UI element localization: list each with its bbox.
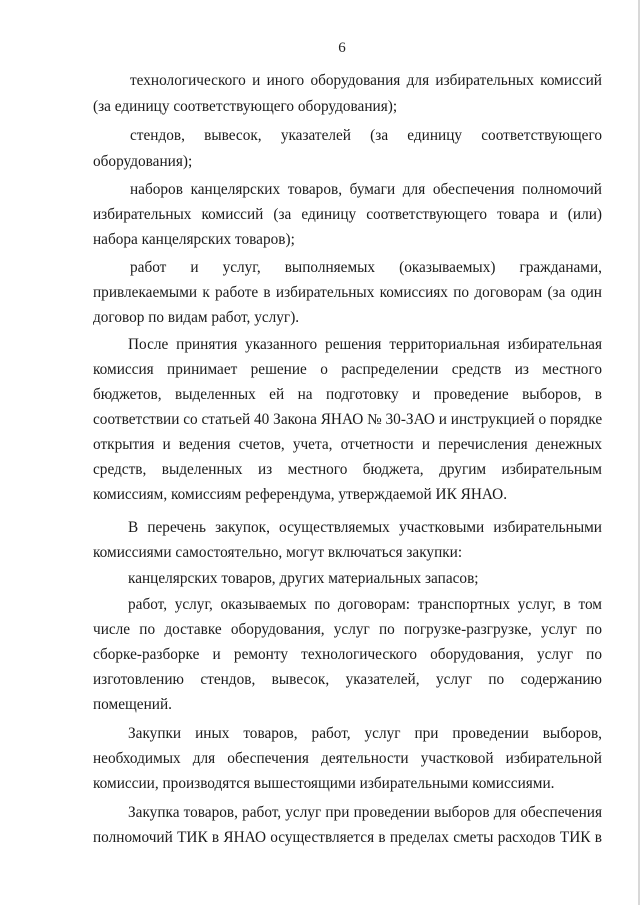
text-line: набора канцелярских товаров);: [93, 231, 295, 248]
text-line: комиссия принимает решение о распределении средств из местного: [93, 361, 602, 378]
text-line: договор по видам работ, услуг).: [93, 309, 300, 326]
text-line: необходимых для обеспечения деятельности участковой избирательной: [93, 750, 602, 767]
text-line: комиссиям, комиссиям референдума, утверждаемой ИК ЯНАО.: [93, 486, 508, 503]
text-line: средств, выделенных из местного бюджета, другим избирательным: [93, 461, 602, 478]
text-line: избирательных комиссий (за единицу соответствующего товара и (или): [93, 206, 602, 223]
text-line: Закупки иных товаров, работ, услуг при проведении выборов,: [128, 725, 602, 742]
text-line: технологического и иного оборудования для избирательных комиссий: [130, 72, 602, 89]
text-line: комиссиями самостоятельно, могут включаться закупки:: [93, 544, 463, 561]
text-line: наборов канцелярских товаров, бумаги для обеспечения полномочий: [130, 181, 602, 198]
text-line: числе по доставке оборудования, услуг по погрузке-разгрузке, услуг по: [93, 621, 602, 638]
text-line: работ и услуг, выполняемых (оказываемых) гражданами,: [130, 259, 602, 276]
text-line: привлекаемыми к работе в избирательных комиссиях по договорам (за один: [93, 284, 602, 301]
text-line: оборудования);: [93, 153, 193, 170]
page-number: 6: [338, 40, 346, 56]
text-line: После принятия указанного решения территориальная избирательная: [128, 336, 602, 353]
text-line: сборке-разборке и ремонту технологического оборудования, услуг по: [93, 646, 602, 663]
text-line: помещений.: [93, 696, 172, 713]
text-line: канцелярских товаров, других материальных запасов;: [128, 570, 479, 587]
text-line: открытия и ведения счетов, учета, отчетности и перечисления денежных: [93, 436, 602, 453]
text-line: работ, услуг, оказываемых по договорам: транспортных услуг, в том: [128, 596, 602, 613]
text-line: (за единицу соответствующего оборудования);: [93, 98, 398, 115]
text-line: В перечень закупок, осуществляемых участковыми избирательными: [128, 519, 602, 536]
text-line: комиссии, производятся вышестоящими избирательными комиссиями.: [93, 775, 555, 792]
text-line: Закупка товаров, работ, услуг при проведении выборов для обеспечения: [128, 804, 602, 821]
text-line: бюджетов, выделенных ей на подготовку и проведение выборов, в: [93, 386, 602, 403]
text-line: стендов, вывесок, указателей (за единицу соответствующего: [130, 127, 602, 144]
text-line: полномочий ТИК в ЯНАО осуществляется в пределах сметы расходов ТИК в: [93, 829, 602, 846]
text-line: изготовлению стендов, вывесок, указателей, услуг по содержанию: [93, 671, 602, 688]
text-line: соответствии со статьей 40 Закона ЯНАО № 30-ЗАО и инструкцией о порядке: [93, 411, 603, 428]
